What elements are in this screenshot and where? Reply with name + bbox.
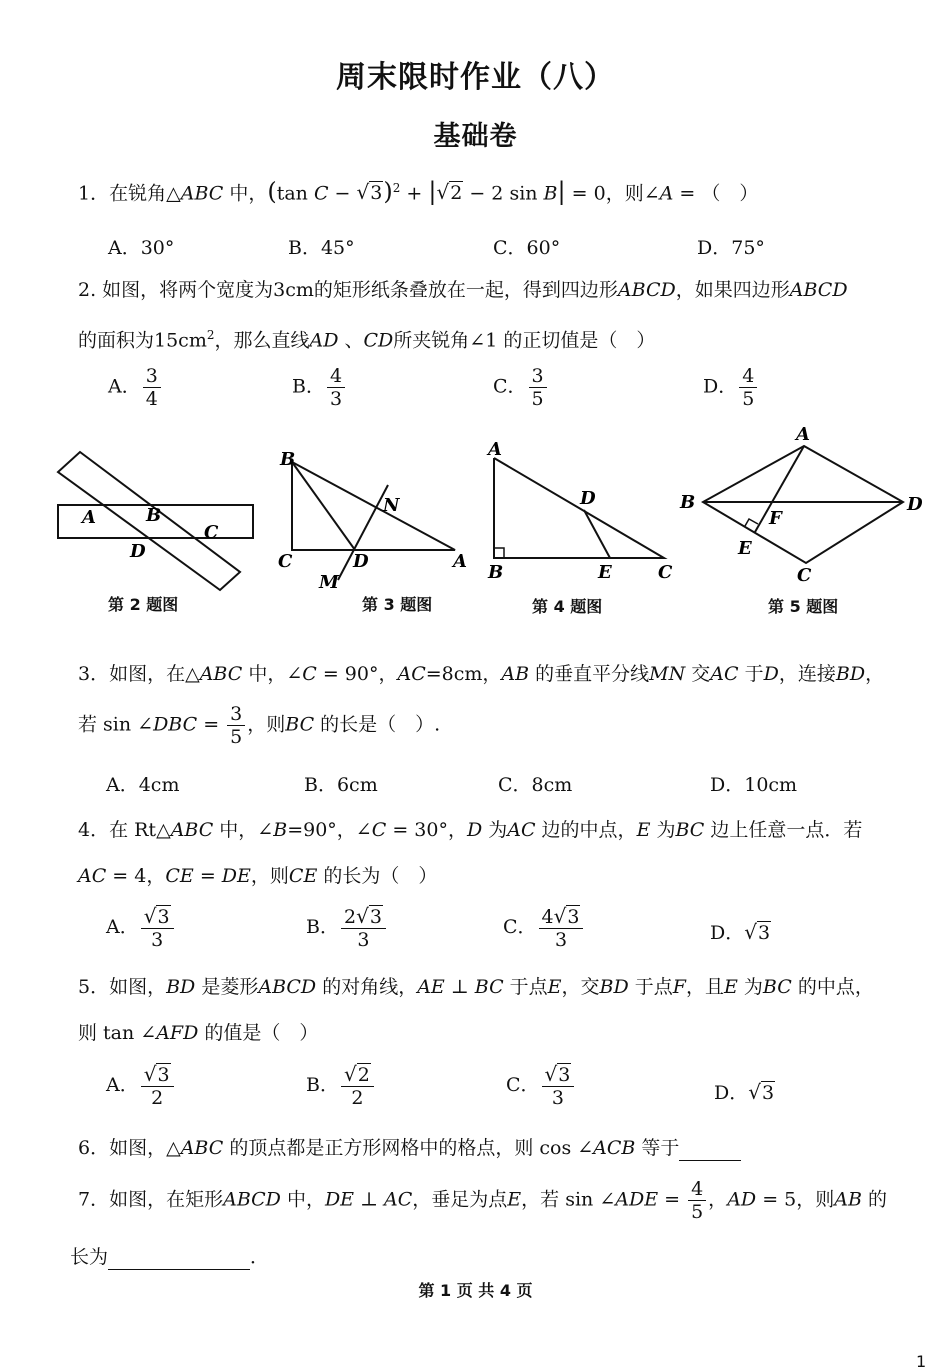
question-3-line-1: 3．如图，在△ABC 中，∠C = 90°，AC=8cm，AB 的垂直平分线MN 交AC 于D，连接BD， [78,663,885,685]
fig5-label-d: D [907,494,923,515]
fig5-label-e: E [738,538,752,559]
question-7-line-1: 7．如图，在矩形ABCD 中，DE ⊥ AC，垂足为点E，若 sin ∠ADE = $\frac{4}{5}$ ，AD = 5，则AB 的 [78,1178,887,1223]
fig5-label-b: B [680,492,696,513]
q1-option-d: D．75° [697,237,765,259]
q1-option-c: C．60° [493,237,561,259]
fig3-label-m: M [319,572,339,593]
fig2-label-a: A [82,507,96,528]
q2-option-b: B． $\frac{4}{3}$ [292,365,347,410]
q1-option-a: A．30° [108,237,175,259]
fig2-caption: 第 2 题图 [108,595,179,614]
q4-option-d: D．√3 [710,920,771,944]
fig5-right-angle-mark [745,519,758,526]
question-1: 1．在锐角△ABC 中，(tan C − √3)$^2$ + |√2 − 2 sin B| = 0，则∠A = （ ） [78,177,759,206]
q4-option-c: C． $\frac{4√3}{3}$ [503,905,585,951]
fig3-label-c: C [278,551,293,572]
fig4-right-angle-mark [494,548,504,558]
fig4-triangle [494,458,664,558]
q5-option-c: C． $\frac{√3}{3}$ [506,1063,576,1109]
fig4-label-c: C [658,562,673,583]
page-footer: 第 1 页 共 4 页 [418,1281,533,1300]
fig2-label-b: B [146,505,162,526]
fig5-caption: 第 5 题图 [768,597,839,616]
fig4-label-a: A [488,439,502,460]
page-title: 周末限时作业（八） [336,60,615,95]
question-4-line-1: 4．在 Rt△ABC 中，∠B=90°，∠C = 30°，D 为AC 边的中点，E 为BC 边上任意一点．若 [78,819,863,841]
fig3-caption: 第 3 题图 [362,595,433,614]
question-5-line-1: 5．如图，BD 是菱形ABCD 的对角线，AE ⊥ BC 于点E，交BD 于点F，且E 为BC 的中点， [78,976,874,998]
q7-answer-blank[interactable] [108,1245,250,1270]
q5-option-d: D．√3 [714,1080,775,1104]
question-2-line-1: 2. 如图，将两个宽度为3cm的矩形纸条叠放在一起，得到四边形ABCD，如果四边形ABCD [78,279,848,301]
q4-option-b: B． $\frac{2√3}{3}$ [306,905,388,951]
question-2-line-2: 的面积为$15cm^2$，那么直线AD 、CD所夹锐角∠1 的正切值是（ ） [78,328,656,352]
question-6: 6．如图，△ABC 的顶点都是正方形网格中的格点，则 cos ∠ACB 等于 [78,1136,908,1161]
fig4-label-e: E [598,562,612,583]
q4-option-a: A． $\frac{√3}{3}$ [106,905,176,951]
q2-option-a: A． $\frac{3}{4}$ [108,365,163,410]
question-4-line-2: AC = 4，CE = DE，则CE 的长为（ ） [78,865,438,887]
fig3-segment-bd [292,462,355,550]
q5-option-a: A． $\frac{√3}{2}$ [106,1063,176,1109]
q3-option-c: C．8cm [498,774,573,796]
q3-option-d: D．10cm [710,774,798,796]
fig5-rhombus [703,446,903,563]
corner-page-mark: 1 [916,1352,927,1371]
fig5-label-c: C [797,565,812,586]
page-subtitle: 基础卷 [433,121,518,152]
fig3-label-d: D [353,551,369,572]
q2-option-d: D． $\frac{4}{5}$ [703,365,759,410]
fig4-label-d: D [580,488,596,509]
fig3-label-b: B [280,449,296,470]
fig3-label-n: N [383,495,400,516]
fig4-segment-de [584,510,610,558]
figures-row [0,420,951,620]
q2-option-c: C． $\frac{3}{5}$ [493,365,549,410]
fig2-label-c: C [204,522,219,543]
fig5-label-a: A [796,424,810,445]
q5-option-b: B． $\frac{√2}{2}$ [306,1063,376,1109]
fig3-triangle [292,462,455,550]
question-3-line-2: 若 sin ∠DBC = $\frac{3}{5}$ ，则BC 的长是（ ）. [78,703,441,748]
question-7-line-2: 长为 ． [70,1246,270,1268]
question-5-line-2: 则 tan ∠AFD 的值是（ ） [78,1022,319,1044]
q3-option-a: A．4cm [106,774,180,796]
q1-option-b: B．45° [288,237,355,259]
q6-answer-blank[interactable] [679,1136,741,1161]
fig4-caption: 第 4 题图 [532,597,603,616]
fig2-label-d: D [130,541,146,562]
fig3-label-a: A [453,551,467,572]
fig4-label-b: B [488,562,504,583]
q3-option-b: B．6cm [304,774,378,796]
fig5-label-f: F [769,508,782,529]
